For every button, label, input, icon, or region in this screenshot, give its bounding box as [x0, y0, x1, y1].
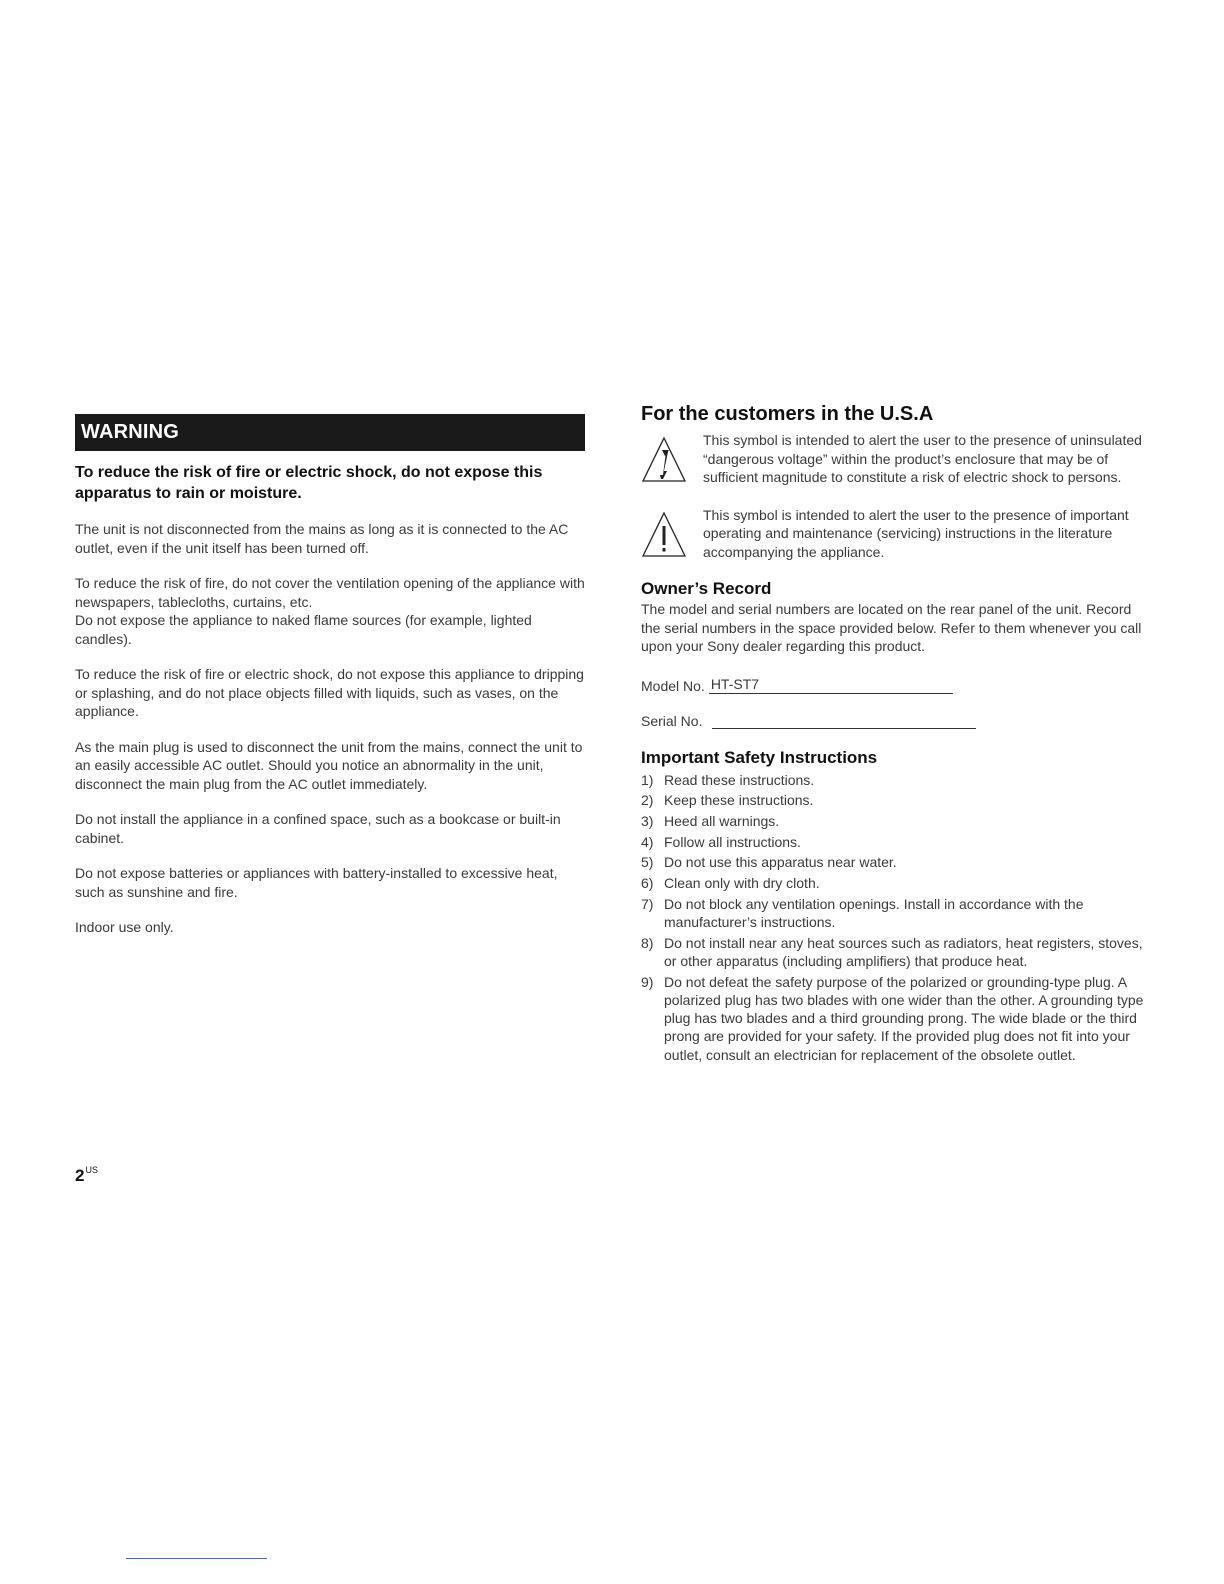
warning-paragraph: To reduce the risk of fire, do not cover the ventilation opening of the appliance with newspapers, tablecloths, curtains, etc.: [75, 575, 585, 610]
warning-paragraph: Indoor use only.: [75, 919, 174, 935]
list-item-text: Do not use this apparatus near water.: [664, 854, 897, 871]
list-item-text: Do not defeat the safety purpose of the polarized or grounding-type plug. A polarized plug has two blades with one wider than the other. A grounding type plug has two blades and a third grounding prong. The wide blade or the third prong are provided for your safety. If the provided plug does not fit into your outlet, consult an electrician for replacement of the obsolete outlet.: [664, 973, 1144, 1063]
list-item-text: Keep these instructions.: [664, 792, 814, 809]
model-number-value: HT-ST7: [709, 675, 953, 694]
list-item: [641, 771, 1151, 789]
warning-paragraph: The unit is not disconnected from the mains as long as it is connected to the AC outlet, even if the unit itself has been turned off.: [75, 521, 569, 556]
warning-paragraph: To reduce the risk of fire or electric shock, do not expose this appliance to dripping or splashing, and do not place objects filled with liquids, such as vases, on the appliance.: [75, 666, 584, 719]
symbol-block-voltage: [641, 431, 1151, 487]
safety-list: [641, 771, 1151, 1065]
list-item-text: Heed all warnings.: [664, 812, 780, 829]
owners-record-heading: Owner’s Record: [641, 579, 772, 598]
symbol-block-instructions: [641, 506, 1151, 562]
list-item: [641, 791, 1151, 809]
warning-paragraph: Do not expose batteries or appliances with battery-installed to excessive heat, such as sunshine and fire.: [75, 865, 558, 900]
list-item-number: 9): [641, 973, 654, 990]
list-item: [641, 853, 1151, 871]
warning-heading: WARNING: [75, 414, 585, 451]
list-item-text: Do not block any ventilation openings. Install in accordance with the manufacturer’s instructions.: [664, 895, 1084, 930]
serial-number-value: [712, 710, 976, 729]
list-item-number: 5): [641, 854, 654, 871]
model-number-label: Model No.: [641, 677, 705, 694]
list-item-text: Clean only with dry cloth.: [664, 874, 820, 891]
list-item: [641, 874, 1151, 892]
owners-record-text: The model and serial numbers are located on the rear panel of the unit. Record the serial numbers in the space provided below. Refer to them whenever you call upon your Sony dealer regarding this product.: [641, 601, 1142, 654]
safety-heading: Important Safety Instructions: [641, 747, 878, 767]
list-item-text: Follow all instructions.: [664, 833, 801, 850]
serial-number-field: [641, 709, 1151, 729]
list-item-number: 1): [641, 771, 654, 788]
warning-paragraph: Do not expose the appliance to naked flame sources (for example, lighted candles).: [75, 612, 532, 647]
warning-lead-text: To reduce the risk of fire or electric shock, do not expose this apparatus to rain or moisture.: [75, 464, 543, 502]
list-item-number: 2): [641, 792, 654, 809]
list-item-number: 8): [641, 934, 654, 951]
page-number: [75, 1165, 98, 1186]
link-underline[interactable]: [126, 1558, 267, 1559]
warning-paragraph: Do not install the appliance in a confined space, such as a bookcase or built-in cabinet.: [75, 811, 561, 846]
list-item-number: 7): [641, 895, 654, 912]
list-item: [641, 973, 1151, 1064]
customer-info-section: [641, 400, 1151, 1066]
warning-paragraph: As the main plug is used to disconnect the unit from the mains, connect the unit to an easily accessible AC outlet. Should you notice an abnormality in the unit, disconnect the main plug from the AC outlet immediately.: [75, 738, 583, 792]
list-item-number: 4): [641, 833, 654, 850]
list-item: [641, 812, 1151, 830]
list-item: [641, 895, 1151, 932]
list-item-number: 6): [641, 874, 654, 891]
model-number-field: [641, 674, 1151, 694]
lightning-warning-icon: [641, 435, 687, 485]
list-item: [641, 833, 1151, 851]
usa-heading: For the customers in the U.S.A: [641, 403, 934, 425]
list-item-text: Do not install near any heat sources such as radiators, heat registers, stoves, or other apparatus (including amplifiers) that produce heat.: [664, 934, 1143, 969]
symbol-instructions-text: This symbol is intended to alert the user to the presence of important operating and maintenance (servicing) instructions in the literature accompanying the appliance.: [703, 506, 1129, 560]
exclamation-warning-icon: [641, 510, 687, 560]
warning-section: [75, 414, 585, 937]
list-item-text: Read these instructions.: [664, 771, 815, 788]
page-number-value: 2: [75, 1166, 85, 1185]
page-number-suffix: US: [85, 1165, 98, 1175]
serial-number-label: Serial No.: [641, 712, 703, 729]
list-item-number: 3): [641, 812, 654, 829]
list-item: [641, 934, 1151, 971]
symbol-voltage-text: This symbol is intended to alert the user to the presence of uninsulated “dangerous voltage” within the product’s enclosure that may be of sufficient magnitude to constitute a risk of electric shock to persons.: [703, 432, 1142, 485]
